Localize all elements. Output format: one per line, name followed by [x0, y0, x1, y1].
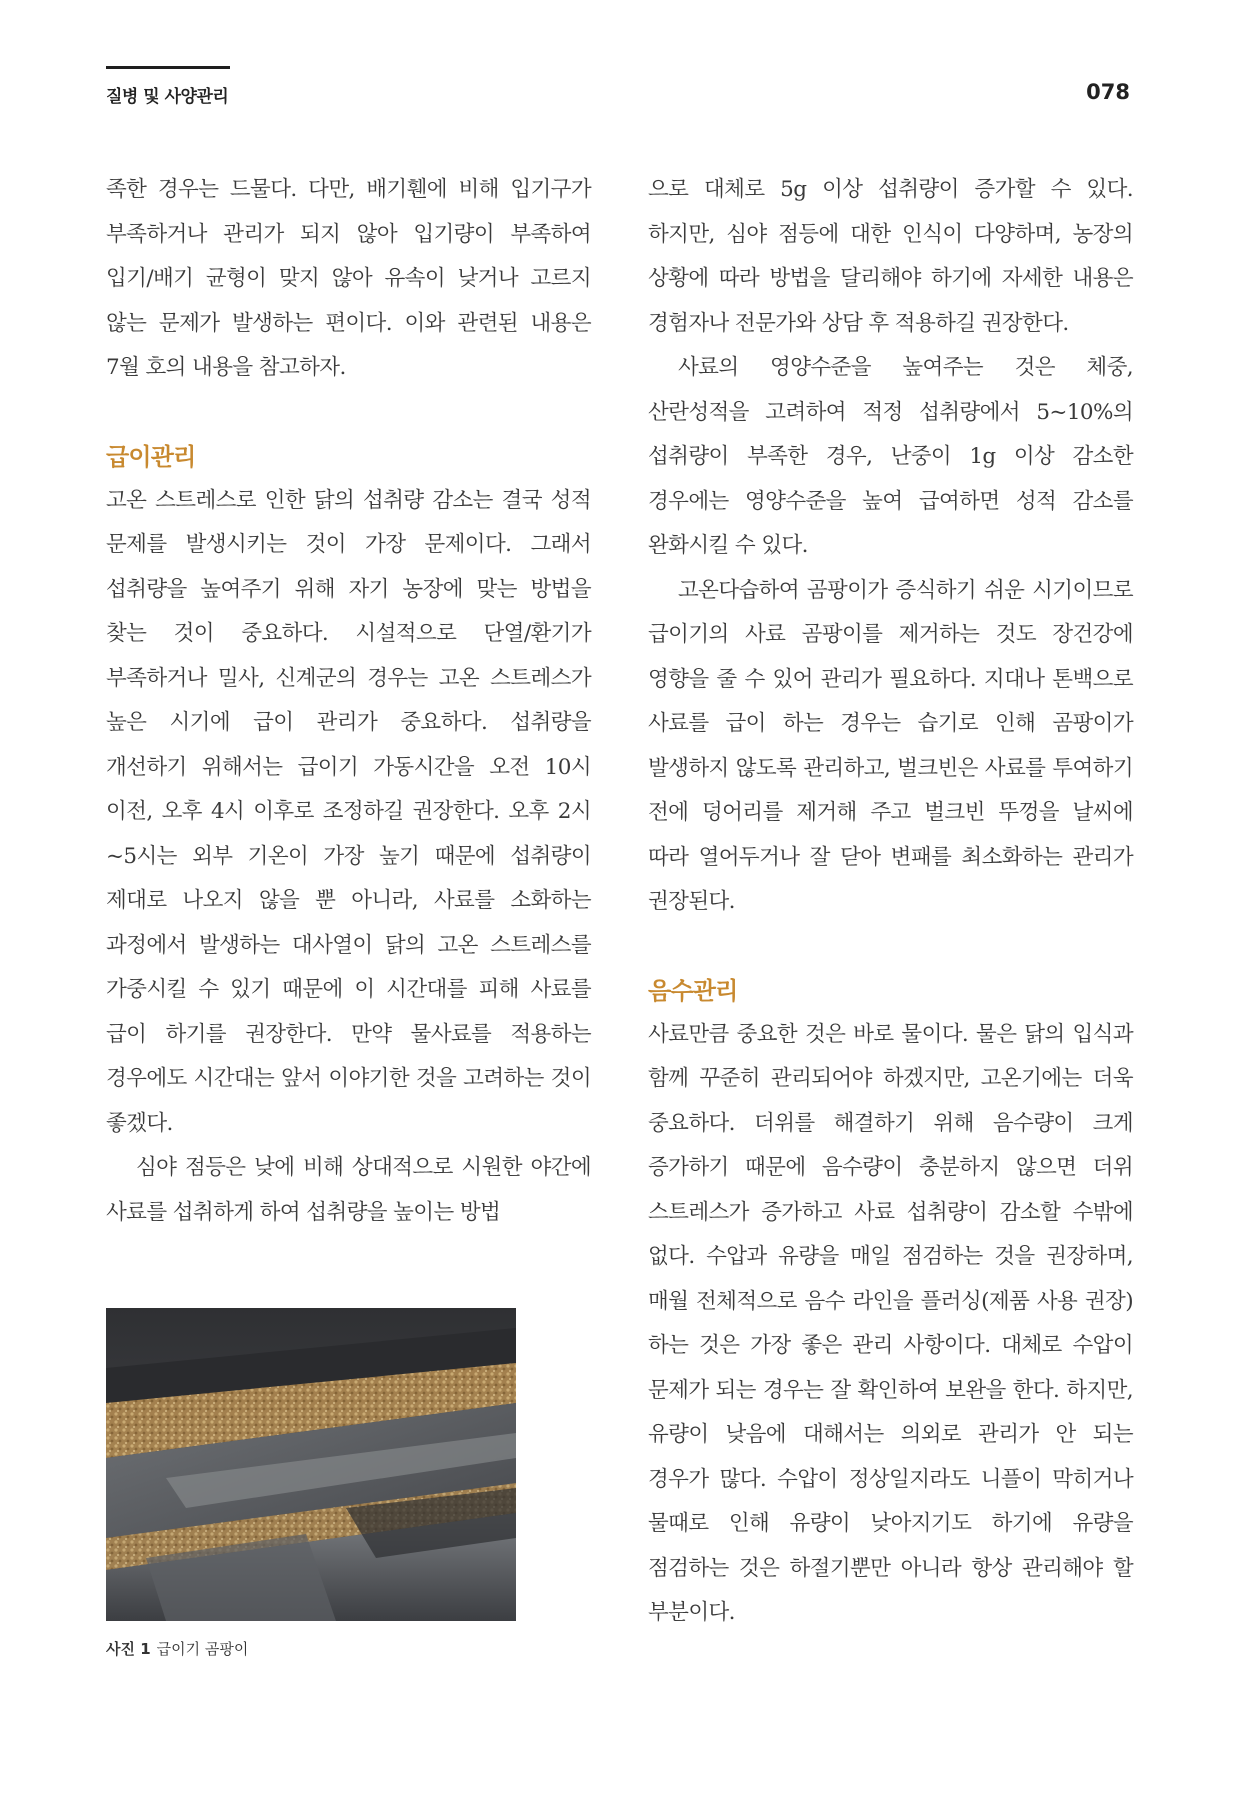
caption-text: 급이기 곰팡이: [156, 1640, 249, 1658]
body-paragraph: 으로 대체로 5g 이상 섭취량이 증가할 수 있다. 하지만, 심야 점등에 대한 인식이 다양하며, 농장의 상황에 따라 방법을 달리해야 하기에 자세한 내용은 경험자나 전문가와 상담 후 적용하길 권장한다.: [648, 177, 1133, 336]
right-column: [648, 168, 1133, 1636]
left-column: [106, 168, 591, 1235]
feeding-management-heading: 급이관리: [106, 442, 196, 471]
feeder-mold-photo: [106, 1308, 516, 1621]
header-rule: [106, 66, 230, 69]
caption-label: 사진 1: [106, 1640, 151, 1658]
body-paragraph: 심야 점등은 낮에 비해 상대적으로 시원한 야간에 사료를 섭취하게 하여 섭취량을 높이는 방법: [106, 1155, 591, 1225]
water-management-heading: 음수관리: [648, 976, 738, 1005]
section-gap: [648, 925, 1133, 969]
feeder-mold-illustration: [106, 1308, 516, 1621]
header-section-title: 질병 및 사양관리: [106, 87, 229, 107]
section-gap: [106, 391, 591, 435]
photo-caption: [106, 1638, 248, 1659]
intro-paragraph: 족한 경우는 드물다. 다만, 배기휀에 비해 입기구가 부족하거나 관리가 되지 않아 입기량이 부족하여 입기/배기 균형이 맞지 않아 유속이 낮거나 고르지 않는 문제가 발생하는 편이다. 이와 관련된 내용은 7월 호의 내용을 참고하자.: [106, 177, 591, 380]
body-paragraph: 고온다습하여 곰팡이가 증식하기 쉬운 시기이므로 급이기의 사료 곰팡이를 제거하는 것도 장건강에 영향을 줄 수 있어 관리가 필요하다. 지대나 톤백으로 사료를 급이 하는 경우는 습기로 인해 곰팡이가 발생하지 않도록 관리하고, 벌크빈은 사료를 투여하기 전에 덩어리를 제거해 주고 벌크빈 뚜껑을 날씨에 따라 열어두거나 잘 닫아 변패를 최소화하는 관리가 권장된다.: [648, 577, 1133, 914]
water-paragraph: 사료만큼 중요한 것은 바로 물이다. 물은 닭의 입식과 함께 꾸준히 관리되어야 하겠지만, 고온기에는 더욱 중요하다. 더위를 해결하기 위해 음수량이 크게 증가하기 때문에 음수량이 충분하지 않으면 더위 스트레스가 증가하고 사료 섭취량이 감소할 수밖에 없다. 수압과 유량을 매일 점검하는 것을 권장하며, 매월 전체적으로 음수 라인을 플러싱(제품 사용 권장) 하는 것은 가장 좋은 관리 사항이다. 대체로 수압이 문제가 되는 경우는 잘 확인하여 보완을 한다. 하지만, 유량이 낮음에 대해서는 의외로 관리가 안 되는 경우가 많다. 수압이 정상일지라도 니플이 막히거나 물때로 인해 유량이 낮아지기도 하기에 유량을 점검하는 것은 하절기뿐만 아니라 항상 관리해야 할 부분이다.: [648, 1021, 1133, 1625]
page-number: 078: [1086, 80, 1130, 104]
body-paragraph: 고온 스트레스로 인한 닭의 섭취량 감소는 결국 성적 문제를 발생시키는 것이 가장 문제이다. 그래서 섭취량을 높여주기 위해 자기 농장에 맞는 방법을 찾는 것이 중요하다. 시설적으로 단열/환기가 부족하거나 밀사, 신계군의 경우는 고온 스트레스가 높은 시기에 급이 관리가 중요하다. 섭취량을 개선하기 위해서는 급이기 가동시간을 오전 10시 이전, 오후 4시 이후로 조정하길 권장한다. 오후 2시~5시는 외부 기온이 가장 높기 때문에 섭취량이 제대로 나오지 않을 뿐 아니라, 사료를 소화하는 과정에서 발생하는 대사열이 닭의 고온 스트레스를 가중시킬 수 있기 때문에 이 시간대를 피해 사료를 급이 하기를 권장한다. 만약 물사료를 적용하는 경우에도 시간대는 앞서 이야기한 것을 고려하는 것이 좋겠다.: [106, 487, 591, 1136]
body-paragraph: 사료의 영양수준을 높여주는 것은 체중, 산란성적을 고려하여 적정 섭취량에서 5~10%의 섭취량이 부족한 경우, 난중이 1g 이상 감소한 경우에는 영양수준을 높여 급여하면 성적 감소를 완화시킬 수 있다.: [648, 355, 1133, 558]
